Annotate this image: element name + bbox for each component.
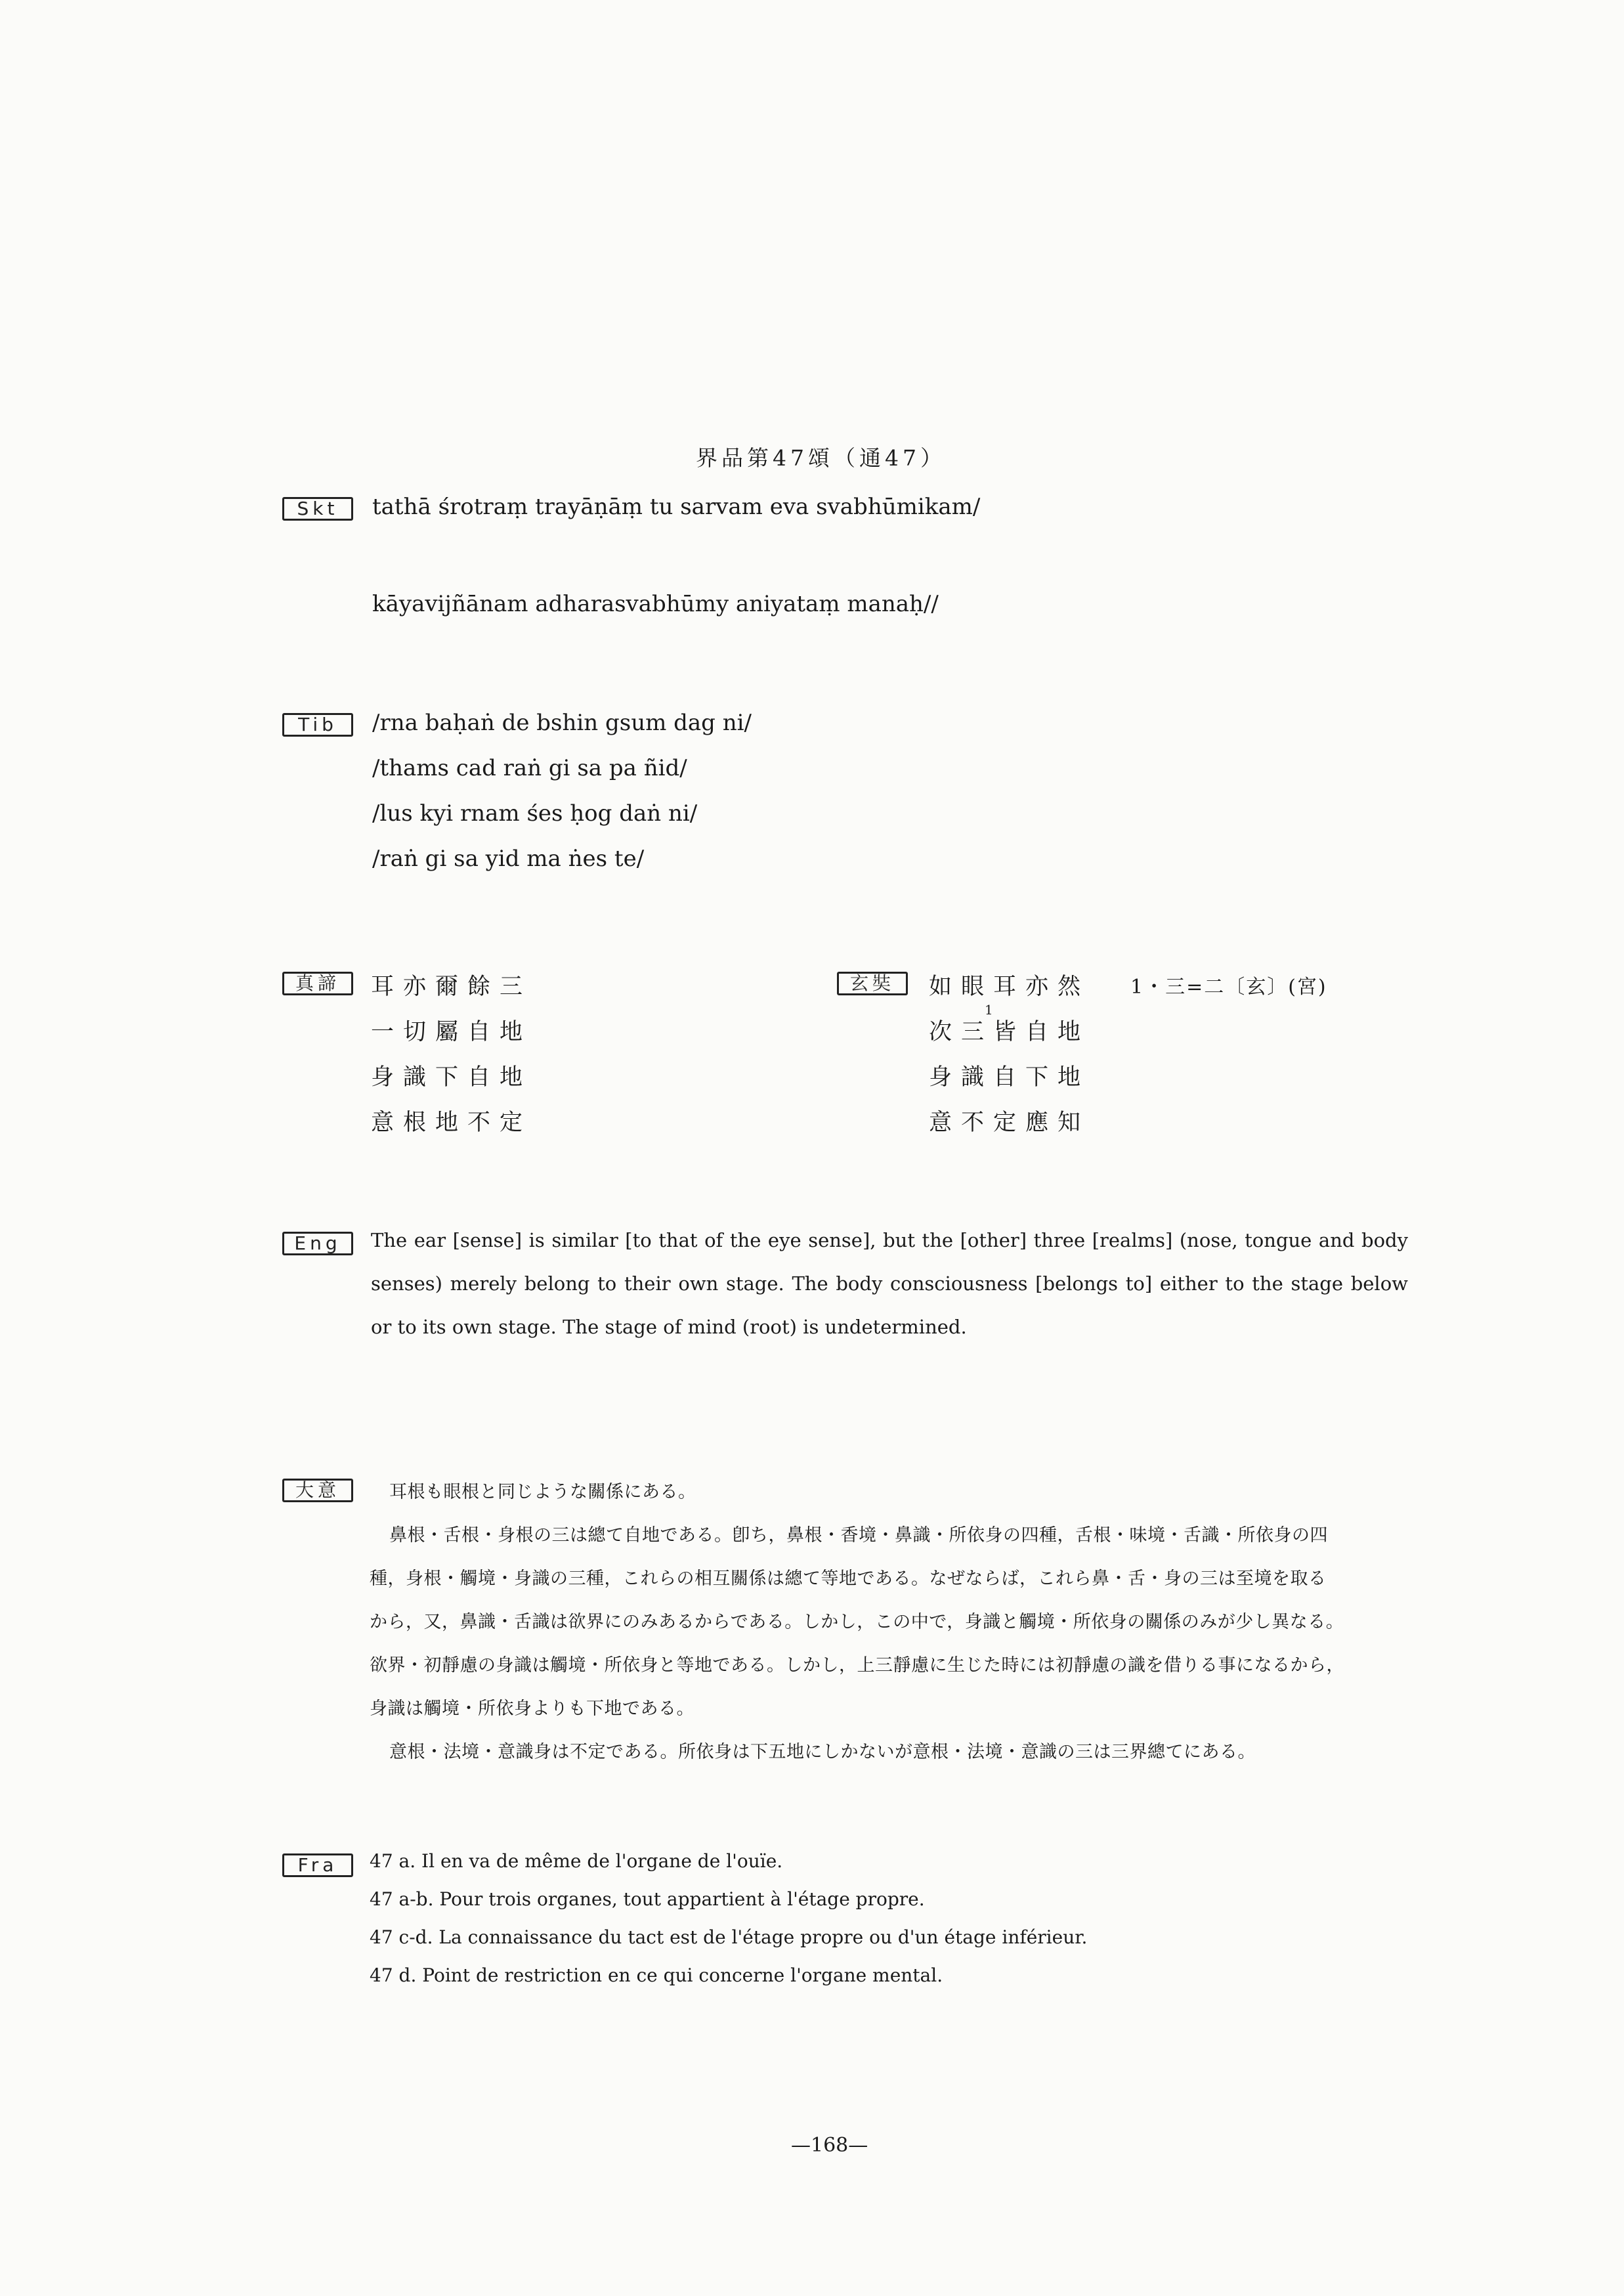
skt-line-1: tathā śrotraṃ trayāṇāṃ tu sarvam eva svabhūmikam/ <box>372 494 981 520</box>
taii-line-3: 種，身根・觸境・身識の三種，これらの相互關係は總て等地である。なぜならば，これら鼻・舌・身の三は至境を取る <box>370 1569 1327 1589</box>
taii-line-2: 鼻根・舌根・身根の三は總て自地である。卽ち，鼻根・香境・鼻識・所依身の四種，舌根・味境・舌識・所依身の四 <box>389 1525 1328 1546</box>
taii-line-5: 欲界・初靜慮の身識は觸境・所依身と等地である。しかし，上三靜慮に生じた時には初靜慮の識を借りる事になるから， <box>370 1655 1344 1676</box>
page-title: 界品第47頌（通47） <box>696 445 946 471</box>
eng-label: Eng <box>282 1232 353 1255</box>
shindai-line-4: 意根地不定 <box>371 1110 532 1136</box>
tib-line-3: /lus kyi rnam śes ḥog daṅ ni/ <box>372 800 698 827</box>
shindai-line-3: 身識下自地 <box>371 1064 532 1091</box>
genjo-superscript: 1 <box>985 1002 993 1018</box>
fra-line-2: 47 a-b. Pour trois organes, tout appartient à l'étage propre. <box>370 1888 925 1910</box>
tib-label: Tib <box>282 713 353 737</box>
taii-line-1: 耳根も眼根と同じような關係にある。 <box>389 1482 696 1502</box>
genjo-line-4: 意不定應知 <box>929 1110 1090 1136</box>
genjo-line-3: 身識自下地 <box>929 1064 1090 1091</box>
taii-line-4: から，又，鼻識・舌識は欲界にのみあるからである。しかし，この中で，身識と觸境・所依身の關係のみが少し異なる。 <box>370 1612 1344 1632</box>
fra-line-4: 47 d. Point de restriction en ce qui concerne l'organe mental. <box>370 1964 943 1986</box>
shindai-line-2: 一切屬自地 <box>371 1019 532 1045</box>
genjo-line-1: 如眼耳亦然 <box>929 974 1090 1000</box>
skt-label: Skt <box>282 497 353 521</box>
tib-line-1: /rna baḥaṅ de bshin gsum dag ni/ <box>372 710 752 736</box>
eng-text: The ear [sense] is similar [to that of the eye sense], but the [other] three [realms] (nose, tongue and body senses) merely belong to their own stage. The body consciousness [belongs to] either to the stage below or to its own stage. The stage of mind (root) is undetermined. <box>371 1229 1408 1338</box>
taii-line-7: 意根・法境・意識身は不定である。所依身は下五地にしかないが意根・法境・意識の三は三界總てにある。 <box>389 1742 1256 1762</box>
fra-line-3: 47 c-d. La connaissance du tact est de l'étage propre ou d'un étage inférieur. <box>370 1926 1088 1948</box>
genjo-label: 玄奘 <box>837 972 908 995</box>
shindai-label: 真諦 <box>282 972 353 995</box>
tib-line-4: /raṅ gi sa yid ma ṅes te/ <box>372 846 645 872</box>
tib-line-2: /thams cad raṅ gi sa pa ñid/ <box>372 755 687 781</box>
genjo-line-2: 次三皆自地 <box>929 1019 1090 1045</box>
taii-line-6: 身識は觸境・所依身よりも下地である。 <box>370 1699 694 1719</box>
shindai-line-1: 耳亦爾餘三 <box>371 974 532 1000</box>
fra-line-1: 47 a. Il en va de même de l'organe de l'ouïe. <box>370 1850 783 1872</box>
genjo-variant-note: 1・三=二〔玄〕(宮) <box>1130 976 1327 999</box>
page-number: —168— <box>791 2134 868 2157</box>
skt-line-2: kāyavijñānam adharasvabhūmy aniyataṃ manaḥ// <box>372 591 939 617</box>
fra-label: Fra <box>282 1853 353 1877</box>
taii-label: 大意 <box>282 1479 353 1502</box>
